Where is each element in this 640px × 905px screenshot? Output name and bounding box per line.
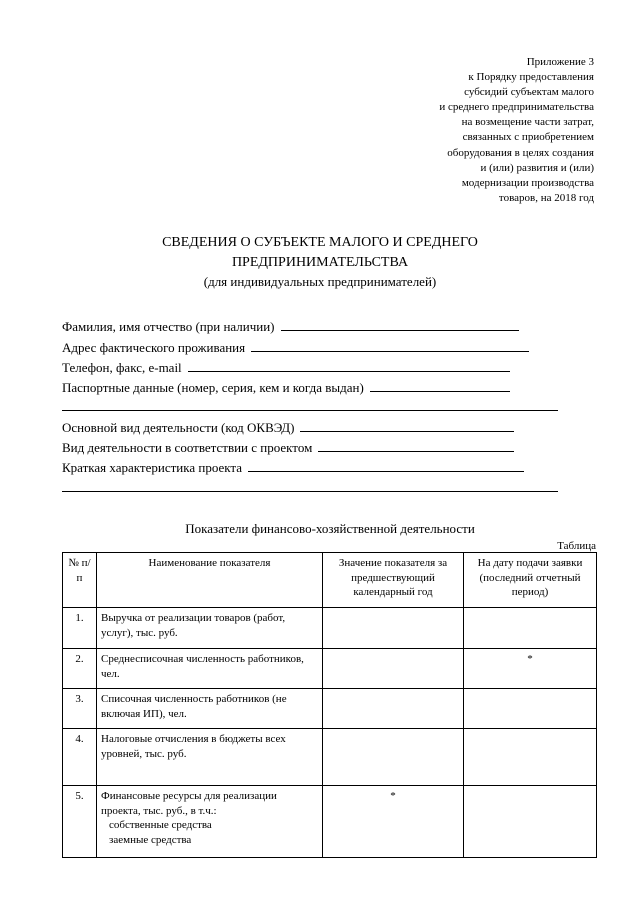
summary-field [62,459,524,476]
table-header-row [63,553,597,608]
row-current-value[interactable] [464,689,597,729]
appendix-line: Приложение 3 [526,56,594,68]
header-current: На дату подачи заявки (последний отчетный период) [464,553,597,608]
document-subtitle: (для индивидуальных предпринимателей) [203,274,437,289]
row-prev-value[interactable] [323,649,464,689]
row-num: 1. [63,608,97,649]
okved-label: Основной вид деятельности (код ОКВЭД) [62,420,295,435]
header-num: № п/п [63,553,97,608]
row-name: Выручка от реализации товаров (работ, услуг), тыс. руб. [97,608,323,649]
fio-input-line[interactable] [281,318,519,331]
appendix-line: субсидий субъектам малого [464,86,594,99]
activity-field [62,439,514,456]
appendix-line: оборудования в целях создания [447,146,594,159]
row-name-main: Финансовые ресурсы для реализации проекта, тыс. руб., в т.ч.: [101,790,277,817]
appendix-line: модернизации производства [461,176,594,189]
appendix-line: к Порядку предоставления [468,71,594,84]
summary-label: Краткая характеристика проекта [62,460,243,475]
fio-label: Фамилия, имя отчество (при наличии) [62,319,275,334]
row-name-borrowed-funds: заемные средства [109,833,192,846]
row-prev-value[interactable]: * [323,786,464,858]
contacts-input-line[interactable] [188,359,510,372]
row-name-own-funds: собственные средства [109,819,212,831]
row-name [97,786,323,858]
table-label: Таблица [557,540,596,552]
row-num: 2. [63,649,97,689]
row-prev-value[interactable] [323,689,464,729]
table-row [63,649,597,689]
address-label: Адрес фактического проживания [62,340,246,355]
financial-indicators-table [62,552,597,858]
address-field [62,339,529,356]
row-current-value[interactable] [464,786,597,858]
row-current-value[interactable] [464,729,597,786]
row-num: 4. [63,729,97,786]
row-current-value[interactable] [464,608,597,649]
address-input-line[interactable] [251,339,529,352]
appendix-note [439,55,594,206]
row-prev-value[interactable] [323,729,464,786]
table-row [63,729,597,786]
document-title [0,233,640,273]
row-name: Налоговые отчисления в бюджеты всех уровней, тыс. руб. [97,729,323,786]
table-row [63,689,597,729]
row-num: 5. [63,786,97,858]
passport-label: Паспортные данные (номер, серия, кем и когда выдан) [62,380,364,395]
contacts-label: Телефон, факс, e-mail [62,360,182,375]
row-current-value[interactable]: * [464,649,597,689]
title-line-2: ПРЕДПРИНИМАТЕЛЬСТВА [231,255,409,270]
header-name: Наименование показателя [97,553,323,608]
okved-field [62,419,514,436]
activity-input-line[interactable] [318,439,514,452]
passport-continuation-line[interactable] [62,410,558,411]
row-name: Среднесписочная численность работников, чел. [97,649,323,689]
summary-input-line[interactable] [248,459,524,472]
table-row [63,786,597,858]
table-title: Показатели финансово-хозяйственной деятельности [185,521,475,536]
appendix-line: связанных с приобретением [462,131,594,144]
row-name: Списочная численность работников (не включая ИП), чел. [97,689,323,729]
okved-input-line[interactable] [300,419,514,432]
appendix-line: товаров, на 2018 год [498,191,594,204]
passport-field [62,379,510,396]
table-row [63,608,597,649]
activity-label: Вид деятельности в соответствии с проектом [62,440,313,455]
row-prev-value[interactable] [323,608,464,649]
fio-field [62,318,519,335]
title-line-1: СВЕДЕНИЯ О СУБЪЕКТЕ МАЛОГО И СРЕДНЕГО [162,235,478,250]
appendix-line: и среднего предпринимательства [439,101,594,114]
appendix-line: и (или) развития и (или) [480,161,594,174]
passport-input-line[interactable] [370,379,510,392]
header-prev-year: Значение показателя за предшествующий календарный год [323,553,464,608]
contacts-field [62,359,510,376]
summary-continuation-line[interactable] [62,491,558,492]
appendix-line: на возмещение части затрат, [461,116,594,129]
row-num: 3. [63,689,97,729]
